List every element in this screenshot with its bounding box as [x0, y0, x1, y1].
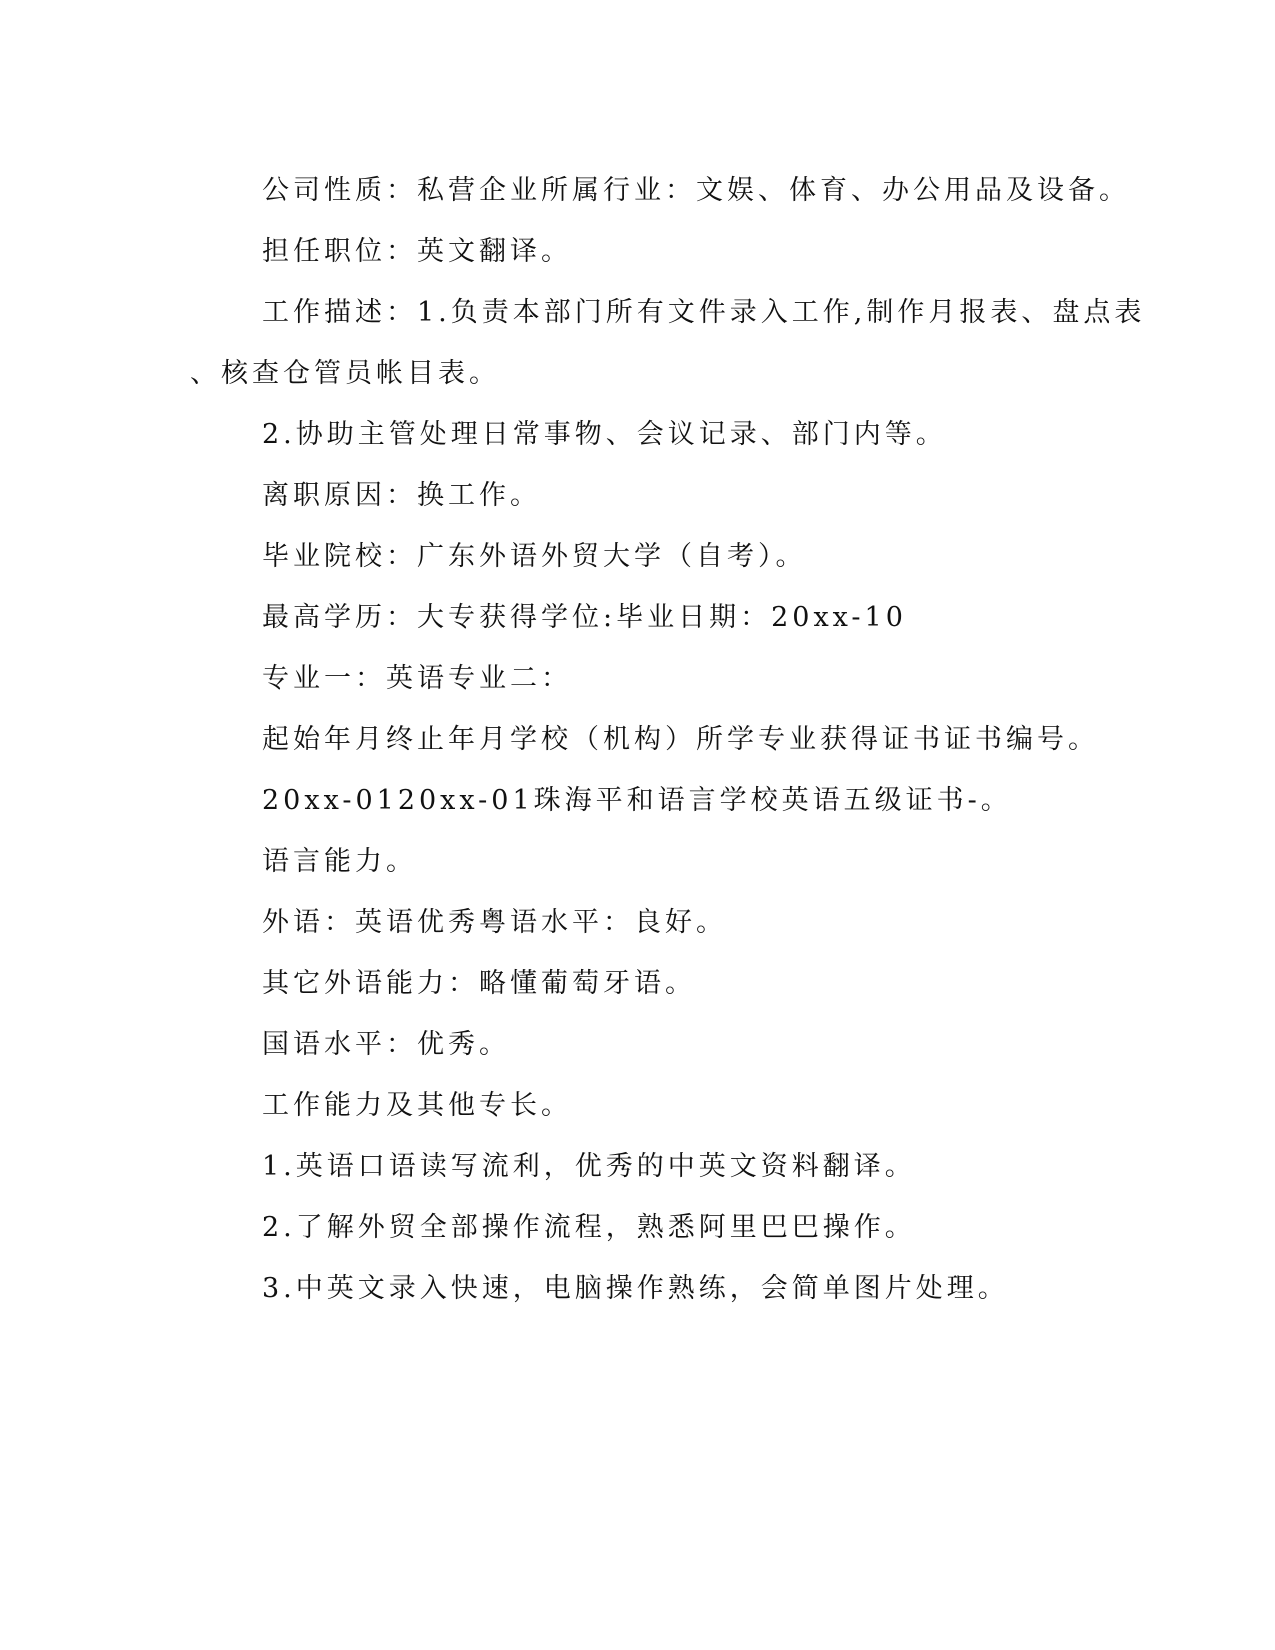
text-line-certificate-entry: 20xx-0120xx-01珠海平和语言学校英语五级证书-。 — [262, 785, 1012, 816]
text-line-job-description-continued: 、核查仓管员帐目表。 — [190, 358, 500, 389]
text-line-other-language: 其它外语能力：略懂葡萄牙语。 — [262, 968, 696, 999]
text-line-duty-2: 2.协助主管处理日常事物、会议记录、部门内等。 — [262, 419, 947, 450]
document-body — [190, 160, 1146, 1319]
text-line-skill-3: 3.中英文录入快速，电脑操作熟练，会简单图片处理。 — [262, 1273, 1009, 1304]
text-line-skills-heading: 工作能力及其他专长。 — [262, 1090, 572, 1121]
text-line-leave-reason: 离职原因：换工作。 — [262, 480, 541, 511]
text-line-foreign-language: 外语：英语优秀粤语水平：良好。 — [262, 907, 727, 938]
text-line-certificate-header: 起始年月终止年月学校（机构）所学专业获得证书证书编号。 — [262, 724, 1099, 755]
text-line-company-nature: 公司性质：私营企业所属行业：文娱、体育、办公用品及设备。 — [262, 175, 1130, 206]
text-line-position: 担任职位：英文翻译。 — [262, 236, 572, 267]
text-line-education: 最高学历：大专获得学位:毕业日期：20xx-10 — [262, 602, 907, 633]
text-line-job-description: 工作描述：1.负责本部门所有文件录入工作,制作月报表、盘点表 — [262, 297, 1146, 328]
text-line-mandarin: 国语水平：优秀。 — [262, 1029, 510, 1060]
text-line-skill-2: 2.了解外贸全部操作流程，熟悉阿里巴巴操作。 — [262, 1212, 916, 1243]
text-line-language-heading: 语言能力。 — [262, 846, 417, 877]
text-line-school: 毕业院校：广东外语外贸大学（自考）。 — [262, 541, 807, 572]
text-line-major: 专业一：英语专业二： — [262, 663, 572, 694]
text-line-skill-1: 1.英语口语读写流利，优秀的中英文资料翻译。 — [262, 1151, 916, 1182]
